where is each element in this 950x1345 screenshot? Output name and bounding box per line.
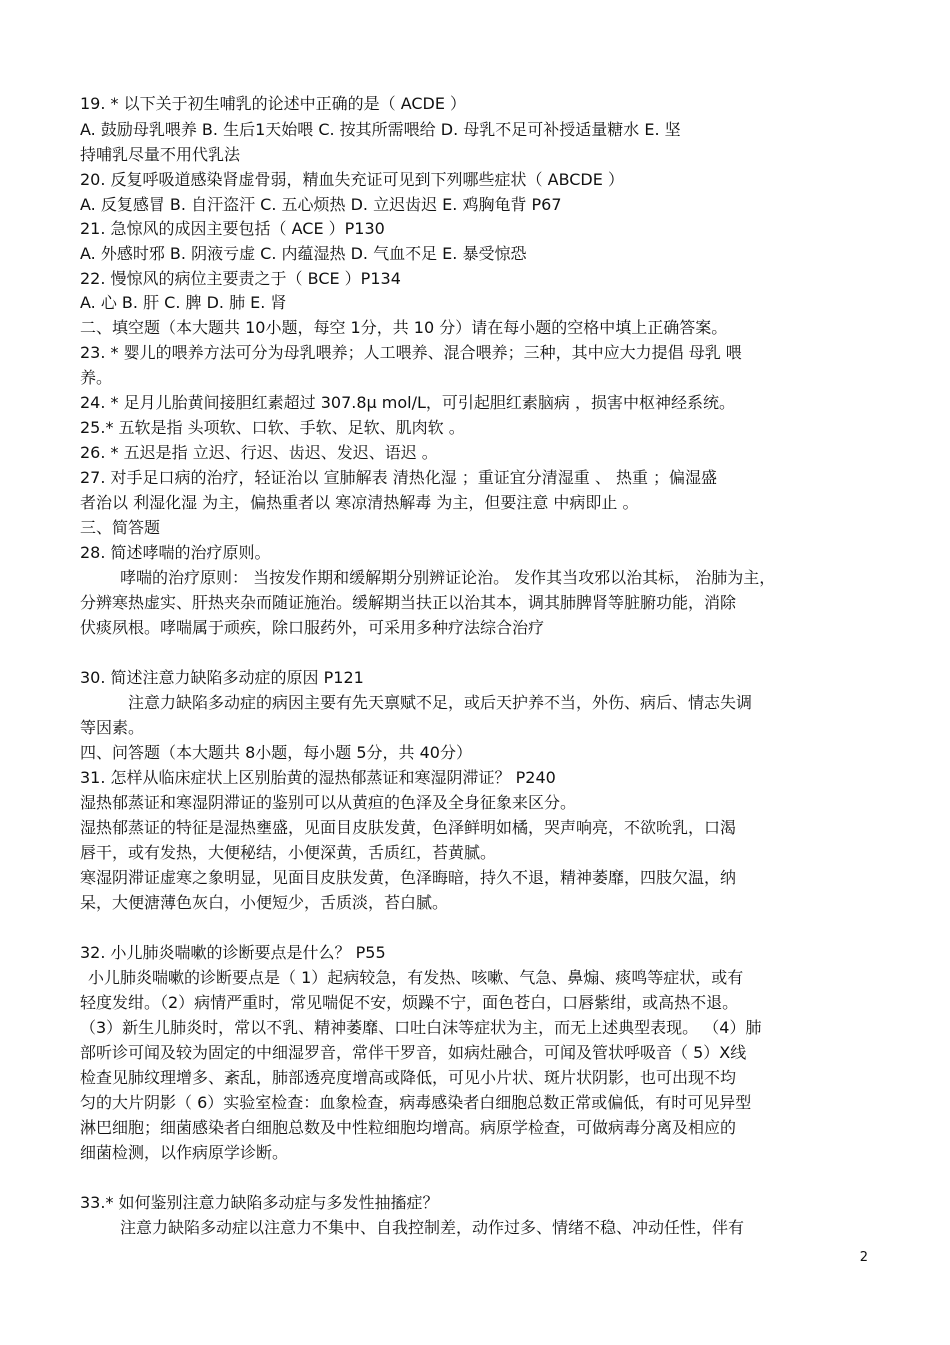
text-line: 四、问答题（本大题共 8小题，每小题 5分，共 40分）	[80, 743, 472, 762]
text-line: 26. * 五迟是指 立迟、行迟、齿迟、发迟、语迟 。	[80, 443, 438, 462]
text-line: 24. * 足月儿胎黄间接胆红素超过 307.8μ mol/L，可引起胆红素脑病 ，损害中枢神经系统。	[80, 393, 735, 412]
text-line: 哮喘的治疗原则： 当按发作期和缓解期分别辨证论治。 发作其当攻邪以治其标， 治肺为主，	[120, 568, 776, 587]
text-line: （3）新生儿肺炎时，常以不乳、精神萎靡、口吐白沫等症状为主，而无上述典型表现。 （4）肺	[80, 1018, 762, 1037]
text-line: 分辨寒热虚实、肝热夹杂而随证施治。缓解期当扶正以治其本，调其肺脾肾等脏腑功能，消除	[80, 593, 737, 612]
text-line: 伏痰夙根。哮喘属于顽疾，除口服药外，可采用多种疗法综合治疗	[80, 618, 545, 637]
text-line: 二、填空题（本大题共 10小题，每空 1分，共 10 分）请在每小题的空格中填上正确答案。	[80, 318, 728, 337]
text-line: 19. * 以下关于初生哺乳的论述中正确的是（ ACDE ）	[80, 94, 467, 113]
text-line: 注意力缺陷多动症以注意力不集中、自我控制差，动作过多、情绪不稳、冲动任性，伴有	[120, 1218, 745, 1237]
text-line: 湿热郁蒸证的特征是湿热壅盛，见面目皮肤发黄，色泽鲜明如橘，哭声响亮，不欲吮乳，口渴	[80, 818, 737, 837]
text-line: 者治以 利湿化湿 为主，偏热重者以 寒凉清热解毒 为主，但要注意 中病即止 。	[80, 493, 639, 512]
text-line: 23. * 婴儿的喂养方法可分为母乳喂养；人工喂养、混合喂养；三种，其中应大力提倡 母乳 喂	[80, 343, 742, 362]
text-line: 呆，大便溏薄色灰白，小便短少，舌质淡，苔白腻。	[80, 893, 449, 912]
text-line: 匀的大片阴影（ 6）实验室检查：血象检查，病毒感染者白细胞总数正常或偏低，有时可见异型	[80, 1093, 752, 1112]
text-line: 21. 急惊风的成因主要包括（ ACE ）P130	[80, 219, 385, 238]
text-line: 32. 小儿肺炎喘嗽的诊断要点是什么？ P55	[80, 943, 386, 962]
text-line: A. 心 B. 肝 C. 脾 D. 肺 E. 肾	[80, 293, 287, 312]
text-line: 养。	[80, 368, 113, 387]
text-line: 寒湿阴滞证虚寒之象明显，见面目皮肤发黄，色泽晦暗，持久不退，精神萎靡，四肢欠温，纳	[80, 868, 737, 887]
text-line: A. 鼓励母乳喂养 B. 生后1天始喂 C. 按其所需喂给 D. 母乳不足可补授适量糖水 E. 坚	[80, 120, 681, 139]
text-line: 20. 反复呼吸道感染肾虚骨弱，精血失充证可见到下列哪些症状（ ABCDE ）	[80, 170, 624, 189]
text-line: 33.* 如何鉴别注意力缺陷多动症与多发性抽搐症？	[80, 1193, 439, 1212]
text-line: 28. 简述哮喘的治疗原则。	[80, 543, 271, 562]
text-line: A. 外感时邪 B. 阴液亏虚 C. 内蕴湿热 D. 气血不足 E. 暴受惊恐	[80, 244, 527, 263]
text-line: 三、简答题	[80, 518, 161, 537]
text-line: 检查见肺纹理增多、紊乱，肺部透亮度增高或降低，可见小片状、斑片状阴影，也可出现不均	[80, 1068, 737, 1087]
text-line: A. 反复感冒 B. 自汗盗汗 C. 五心烦热 D. 立迟齿迟 E. 鸡胸龟背 P67	[80, 195, 562, 214]
text-line: 轻度发绀。（2）病情严重时，常见喘促不安，烦躁不宁，面色苍白，口唇紫绀，或高热不退。	[80, 993, 739, 1012]
text-line: 小儿肺炎喘嗽的诊断要点是（ 1）起病较急，有发热、咳嗽、气急、鼻煽、痰鸣等症状，或有	[88, 968, 744, 987]
text-line: 27. 对手足口病的治疗，轻证治以 宣肺解表 清热化湿 ；重证宜分清湿重 、 热重 ；偏湿盛	[80, 468, 718, 487]
text-line: 持哺乳尽量不用代乳法	[80, 145, 241, 164]
text-line: 25.* 五软是指 头项软、口软、手软、足软、肌肉软 。	[80, 418, 465, 437]
text-line: 注意力缺陷多动症的病因主要有先天禀赋不足，或后天护养不当，外伤、病后、情志失调	[128, 693, 753, 712]
text-line: 湿热郁蒸证和寒湿阴滞证的鉴别可以从黄疸的色泽及全身征象来区分。	[80, 793, 577, 812]
text-line: 30. 简述注意力缺陷多动症的原因 P121	[80, 668, 364, 687]
text-line: 唇干，或有发热，大便秘结，小便深黄，舌质红，苔黄腻。	[80, 843, 497, 862]
text-line: 淋巴细胞；细菌感染者白细胞总数及中性粒细胞均增高。病原学检查，可做病毒分离及相应的	[80, 1118, 737, 1137]
text-line: 细菌检测，以作病原学诊断。	[80, 1143, 289, 1162]
text-line: 部听诊可闻及较为固定的中细湿罗音，常伴干罗音，如病灶融合，可闻及管状呼吸音（ 5）X线	[80, 1043, 747, 1062]
text-line: 等因素。	[80, 718, 145, 737]
page-number: 2	[859, 1250, 868, 1265]
text-line: 31. 怎样从临床症状上区别胎黄的湿热郁蒸证和寒湿阴滞证？ P240	[80, 768, 556, 787]
text-line: 22. 慢惊风的病位主要责之于（ BCE ）P134	[80, 269, 401, 288]
